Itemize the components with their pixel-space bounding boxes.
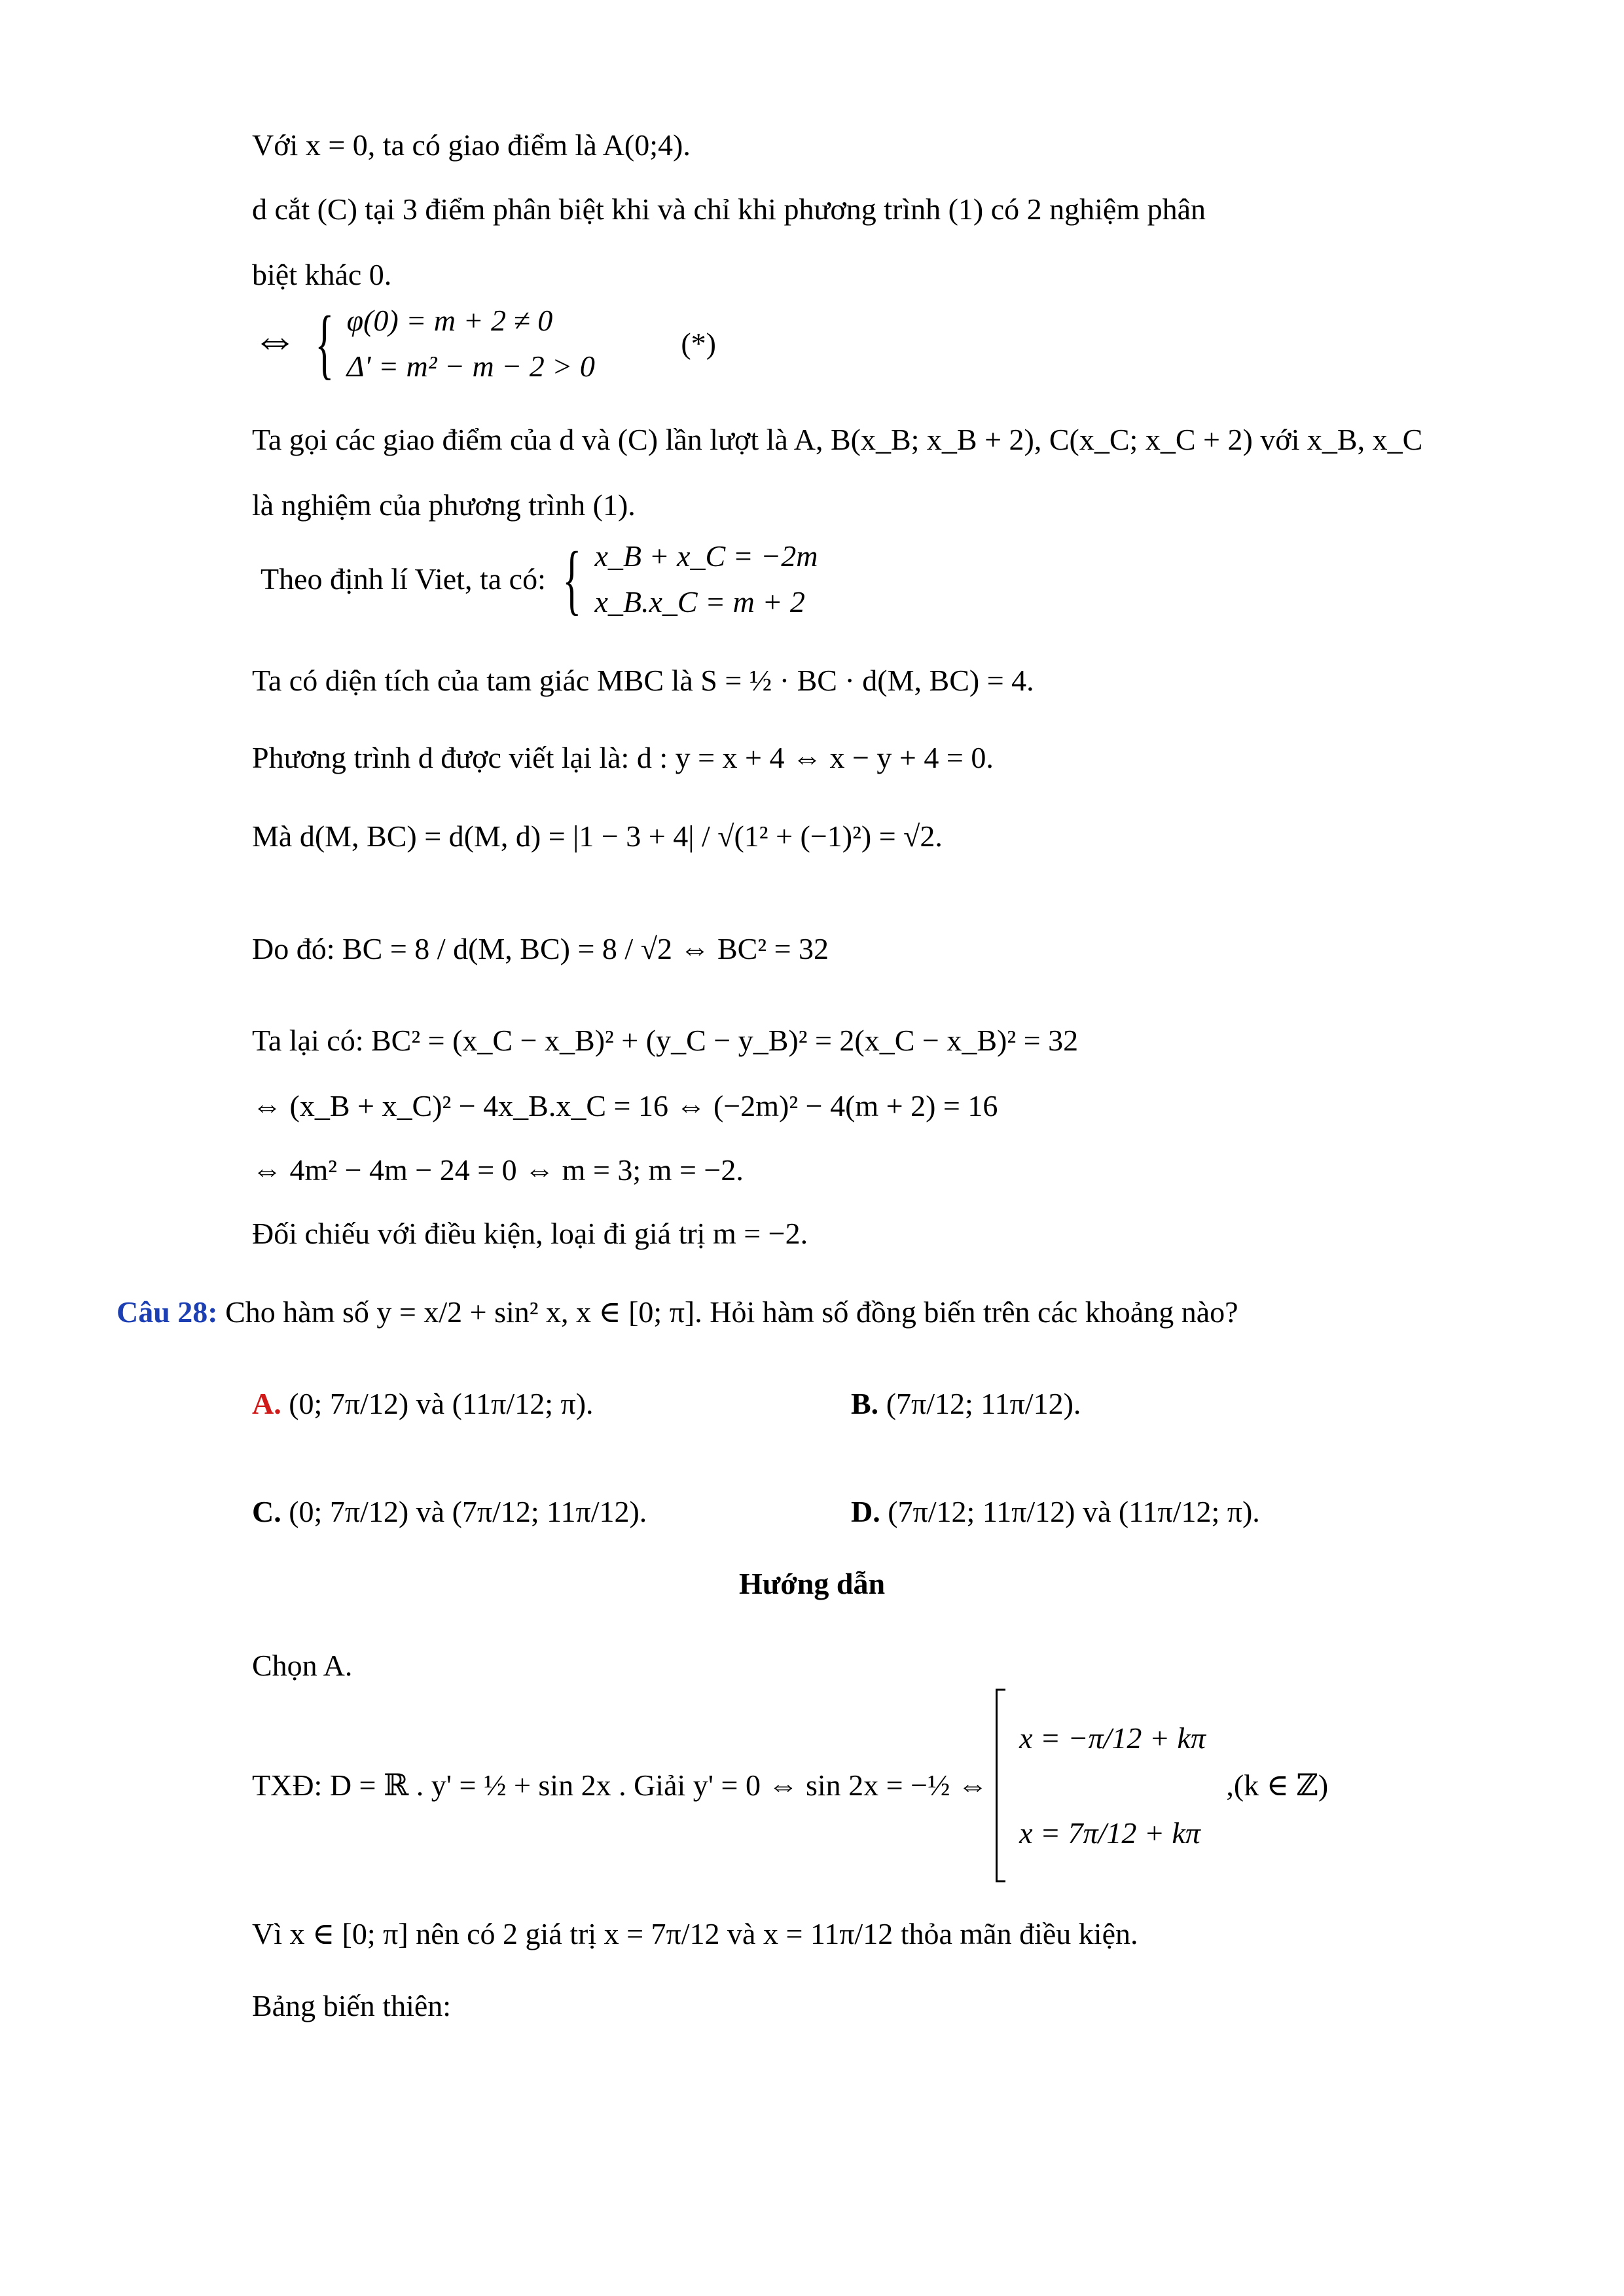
option-D-text: (7π/12; 11π/12) và (11π/12; π). xyxy=(888,1495,1260,1528)
k-condition: ,(k ∈ ℤ) xyxy=(1226,1768,1329,1802)
equivalence-symbol: ⇔ xyxy=(252,314,298,365)
option-A[interactable] xyxy=(252,1384,594,1424)
question-label: Câu 28: xyxy=(117,1295,218,1329)
system-rows xyxy=(347,298,595,389)
option-C-text: (0; 7π/12) và (7π/12; 11π/12). xyxy=(289,1495,647,1528)
option-A-label: A. xyxy=(252,1387,281,1420)
text-line-area: Ta có diện tích của tam giác MBC là S = ½ · BC · d(M, BC) = 4. xyxy=(252,664,1034,697)
derivative-text: TXĐ: D = ℝ . y' = ½ + sin 2x . Giải y' = 0 ⇔ sin 2x = −½ ⇔ xyxy=(252,1768,988,1802)
solution-values: Vì x ∈ [0; π] nên có 2 giá trị x = 7π/12 và x = 11π/12 thỏa mãn điều kiện. xyxy=(252,1917,1138,1950)
text-line-intersections: Ta gọi các giao điểm của d và (C) lần lượt là A, B(x_B; x_B + 2), C(x_C; x_C + 2) với x_B, x_C xyxy=(252,423,1423,456)
option-D[interactable] xyxy=(851,1492,1260,1532)
question-text: Cho hàm số y = x/2 + sin² x, x ∈ [0; π]. Hỏi hàm số đồng biến trên các khoảng nào? xyxy=(225,1295,1238,1329)
option-C[interactable] xyxy=(252,1492,647,1532)
option-B[interactable] xyxy=(851,1384,1081,1424)
question-28 xyxy=(117,1293,1238,1332)
text-line-intersection-A: Với x = 0, ta có giao điểm là A(0;4). xyxy=(252,128,691,162)
system-star xyxy=(252,298,716,389)
option-B-label: B. xyxy=(851,1387,879,1420)
viet-system xyxy=(261,533,818,625)
solution-bracket xyxy=(996,1689,1005,1882)
viet-label: Theo định lí Viet, ta có: xyxy=(261,562,546,596)
viet-rows xyxy=(594,533,818,625)
table-title: Bảng biến thiên: xyxy=(252,1989,452,2022)
text-line-roots: là nghiệm của phương trình (1). xyxy=(252,488,636,522)
text-line-bc: Do đó: BC = 8 / d(M, BC) = 8 / √2 ⇔ BC² = 32 xyxy=(252,932,829,965)
option-D-label: D. xyxy=(851,1495,880,1528)
root-set xyxy=(1019,1691,1206,1880)
system-tag: (*) xyxy=(681,327,716,360)
solution-derivative xyxy=(252,1689,1328,1882)
viet-row-2: x_B.x_C = m + 2 xyxy=(594,585,805,619)
text-line-viet-sub: ⇔ (x_B + x_C)² − 4x_B.x_C = 16 ⇔ (−2m)² − 4(m + 2) = 16 xyxy=(252,1089,998,1122)
text-line-bc-squared: Ta lại có: BC² = (x_C − x_B)² + (y_C − y_B)² = 2(x_C − x_B)² = 32 xyxy=(252,1024,1079,1057)
solution-choice: Chọn A. xyxy=(252,1649,353,1682)
root-2: x = 7π/12 + kπ xyxy=(1019,1816,1200,1850)
system-row-2: Δ' = m² − m − 2 > 0 xyxy=(346,350,595,383)
option-B-text: (7π/12; 11π/12). xyxy=(886,1387,1081,1420)
option-C-label: C. xyxy=(252,1495,281,1528)
solution-heading: Hướng dẫn xyxy=(738,1567,886,1600)
text-line-quadratic: ⇔ 4m² − 4m − 24 = 0 ⇔ m = 3; m = −2. xyxy=(252,1153,744,1187)
left-brace: { xyxy=(314,300,334,387)
viet-row-1: x_B + x_C = −2m xyxy=(594,539,818,573)
text-line-condition-cont: biệt khác 0. xyxy=(252,258,392,291)
root-1: x = −π/12 + kπ xyxy=(1019,1721,1206,1755)
left-brace: { xyxy=(562,535,582,622)
text-line-conclusion: Đối chiếu với điều kiện, loại đi giá trị m = −2. xyxy=(252,1217,808,1250)
system-row-1: φ(0) = m + 2 ≠ 0 xyxy=(346,304,553,337)
text-line-line-d: Phương trình d được viết lại là: d : y = x + 4 ⇔ x − y + 4 = 0. xyxy=(252,741,994,774)
option-A-text: (0; 7π/12) và (11π/12; π). xyxy=(289,1387,594,1420)
text-line-distance: Mà d(M, BC) = d(M, d) = |1 − 3 + 4| / √(1² + (−1)²) = √2. xyxy=(252,819,943,853)
text-line-condition: d cắt (C) tại 3 điểm phân biệt khi và chỉ khi phương trình (1) có 2 nghiệm phân xyxy=(252,192,1206,226)
